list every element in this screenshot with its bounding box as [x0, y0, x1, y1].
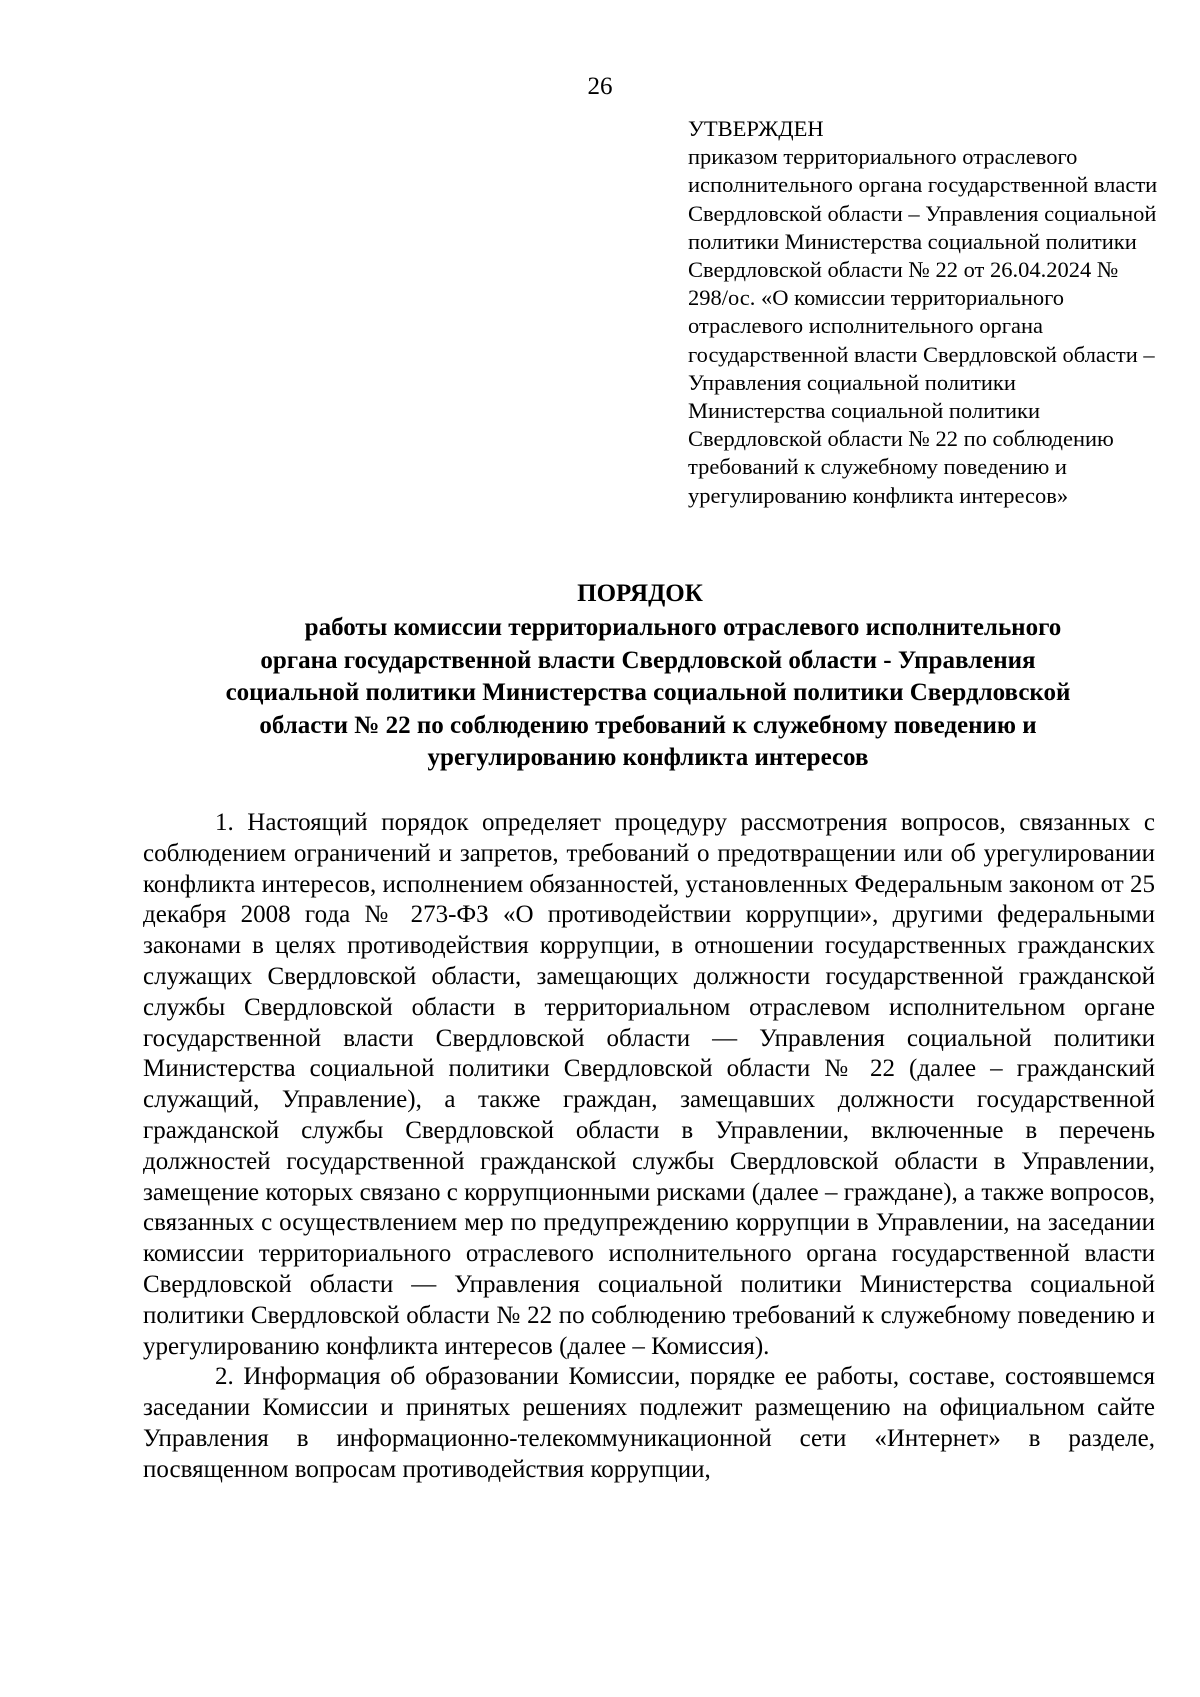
paragraph-2: 2. Информация об образовании Комиссии, порядке ее работы, составе, состоявшемся заседании Комиссии и принятых решениях подлежит размещению на официальном сайте Управления в информационно-телекоммуникационной сети «Интернет» в разделе, посвященном вопросам противодействия коррупции, [143, 1363, 1155, 1483]
document-subtitle [150, 612, 1146, 775]
approval-stamp-title: УТВЕРЖДЕН [688, 116, 824, 141]
subtitle-line: работы комиссии территориального отраслевого исполнительного [304, 614, 1062, 641]
approval-stamp [688, 115, 1158, 510]
subtitle-line: урегулированию конфликта интересов [427, 744, 869, 771]
subtitle-line: социальной политики Министерства социальной политики Свердловской [225, 679, 1071, 706]
document-body [143, 808, 1155, 1486]
page-number: 26 [587, 73, 613, 100]
document-title: ПОРЯДОК [577, 580, 703, 607]
subtitle-line: области № 22 по соблюдению требований к служебному поведению и [259, 711, 1037, 739]
subtitle-line: органа государственной власти Свердловской области - Управления [260, 646, 1036, 674]
paragraph-1: 1. Настоящий порядок определяет процедуру рассмотрения вопросов, связанных с соблюдением ограничений и запретов, требований о предотвращении или об урегулировании конфликта интересов, исполнением обязанностей, установленных Федеральным законом от 25 декабря 2008 года № 273-ФЗ «О противодействии коррупции», другими федеральными законами в целях противодействия коррупции, в отношении государственных гражданских служащих Свердловской области, замещающих должности государственной гражданской службы Свердловской области в территориальном отраслевом исполнительном органе государственной власти Свердловской области — Управления социальной политики Министерства социальной политики Свердловской области № 22 (далее – гражданский служащий, Управление), а также граждан, замещавших должности государственной гражданской службы Свердловской области в Управлении, включенные в перечень должностей государственной гражданской службы Свердловской области в Управлении, замещение которых связано с коррупционными рисками (далее – граждане), а также вопросов, связанных с осуществлением мер по предупреждению коррупции в Управлении, на заседании комиссии территориального отраслевого исполнительного органа государственной власти Свердловской области — Управления социальной политики Министерства социальной политики Свердловской области № 22 по соблюдению требований к служебному поведению и урегулированию конфликта интересов (далее – Комиссия). [143, 809, 1155, 1360]
approval-stamp-text: приказом территориального отраслевого исполнительного органа государственной власти Свердловской области – Управления социальной политики Министерства социальной политики Свердловской области № 22 от 26.04.2024 № 298/ос. «О комиссии территориального отраслевого исполнительного органа государственной власти Свердловской области – Управления социальной политики Министерства социальной политики Свердловской области № 22 по соблюдению требований к служебному поведению и урегулированию конфликта интересов» [688, 144, 1158, 508]
